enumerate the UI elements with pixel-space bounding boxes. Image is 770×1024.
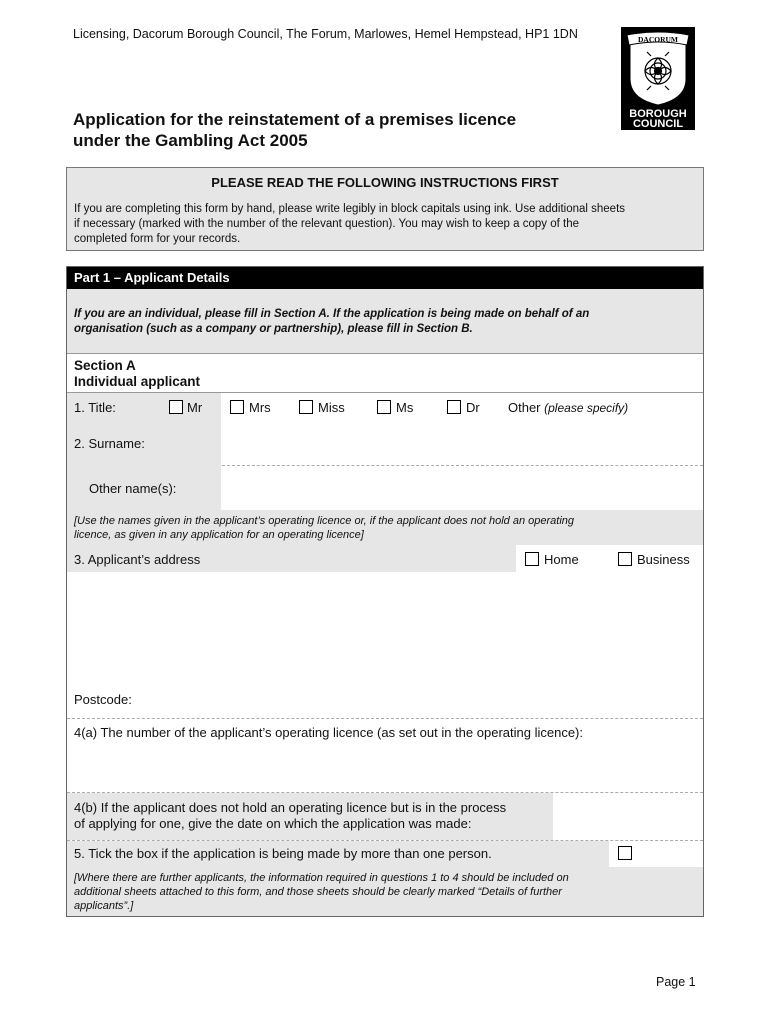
title-ms-checkbox[interactable] [377, 400, 391, 414]
intro-line-1: If you are an individual, please fill in Section A. If the application is being made on behalf of an [74, 308, 590, 320]
title-mrs-checkbox[interactable] [230, 400, 244, 414]
instructions-line-2: if necessary (marked with the number of the relevant question). You may wish to keep a copy of the [74, 218, 579, 230]
instructions-heading: PLEASE READ THE FOLLOWING INSTRUCTIONS FIRST [211, 175, 559, 190]
part-1-intro-text [74, 307, 694, 337]
names-label-cell [67, 421, 221, 510]
part-1-heading [67, 267, 703, 289]
q1-title-label: 1. Title: [74, 400, 116, 415]
postcode-label: Postcode: [74, 692, 132, 707]
address-home-checkbox[interactable] [525, 552, 539, 566]
q4b-label [74, 800, 506, 832]
address-field[interactable] [67, 573, 703, 685]
q4b-line-2: of applying for one, give the date on which the application was made: [74, 816, 472, 831]
further-applicants-note [74, 871, 696, 913]
form-title-line-1: Application for the reinstatement of a premises licence [73, 110, 517, 129]
title-other-label [508, 400, 628, 415]
divider [67, 718, 703, 719]
final-note-line-1: [Where there are further applicants, the information required in questions 1 to 4 should be included on [74, 872, 569, 884]
address-business-checkbox[interactable] [618, 552, 632, 566]
names-note [74, 514, 696, 542]
logo-text-line-1: BOROUGH [629, 108, 687, 120]
surname-field[interactable] [222, 421, 702, 465]
q3-address-label: 3. Applicant’s address [74, 552, 201, 567]
title-dr-label: Dr [466, 400, 480, 415]
form-title-line-2: under the Gambling Act 2005 [73, 131, 308, 150]
title-mr-checkbox[interactable] [169, 400, 183, 414]
other-names-label: Other name(s): [89, 481, 177, 496]
part-1-heading-text: Part 1 – Applicant Details [74, 270, 230, 285]
part-1-intro [67, 289, 703, 354]
multiple-applicants-checkbox[interactable] [618, 846, 632, 860]
instructions-text [74, 202, 698, 247]
other-names-field[interactable] [222, 466, 702, 510]
section-a-title: Section A [74, 358, 136, 373]
logo-text-line-2: COUNCIL [632, 118, 684, 130]
title-mr-label: Mr [187, 400, 203, 415]
section-a-subtitle: Individual applicant [74, 374, 201, 389]
q2-surname-label: 2. Surname: [74, 436, 145, 451]
title-mrs-label: Mrs [249, 400, 271, 415]
title-dr-checkbox[interactable] [447, 400, 461, 414]
title-miss-label: Miss [318, 400, 345, 415]
address-business-label: Business [637, 552, 690, 567]
names-note-line-2: licence, as given in any application for an operating licence] [74, 529, 364, 541]
final-note-line-2: additional sheets attached to this form, and those sheets should be clearly marked “Details of further [74, 886, 562, 898]
instructions-line-1: If you are completing this form by hand, please write legibly in block capitals using ink. Use additional sheets [74, 203, 626, 215]
title-ms-label: Ms [396, 400, 414, 415]
application-date-field[interactable] [554, 793, 702, 840]
address-home-label: Home [544, 552, 579, 567]
postcode-field[interactable] [157, 687, 702, 715]
title-miss-checkbox[interactable] [299, 400, 313, 414]
q5-label: 5. Tick the box if the application is being made by more than one person. [74, 846, 492, 861]
final-note-line-3: applicants”.] [74, 900, 134, 912]
dacorum-borough-council-logo [621, 27, 695, 130]
q4a-label: 4(a) The number of the applicant’s operating licence (as set out in the operating licence): [74, 725, 583, 740]
names-note-line-1: [Use the names given in the applicant’s operating licence or, if the applicant does not hold an operating [74, 515, 575, 527]
intro-line-2: organisation (such as a company or partnership), please fill in Section B. [74, 323, 473, 335]
operating-licence-number-field[interactable] [67, 744, 703, 790]
council-address: Licensing, Dacorum Borough Council, The Forum, Marlowes, Hemel Hempstead, HP1 1DN [73, 27, 578, 41]
q4b-line-1: 4(b) If the applicant does not hold an operating licence but is in the process [74, 800, 507, 815]
page-number: Page 1 [656, 975, 696, 989]
logo-banner-text: DACORUM [638, 35, 678, 44]
instructions-line-3: completed form for your records. [74, 233, 241, 245]
section-a-header [74, 358, 200, 390]
instructions-box [66, 167, 704, 251]
title-other-text: Other [508, 400, 541, 415]
form-title [73, 109, 516, 151]
part-1-applicant-details [66, 266, 704, 917]
title-other-hint: (please specify) [544, 401, 629, 415]
